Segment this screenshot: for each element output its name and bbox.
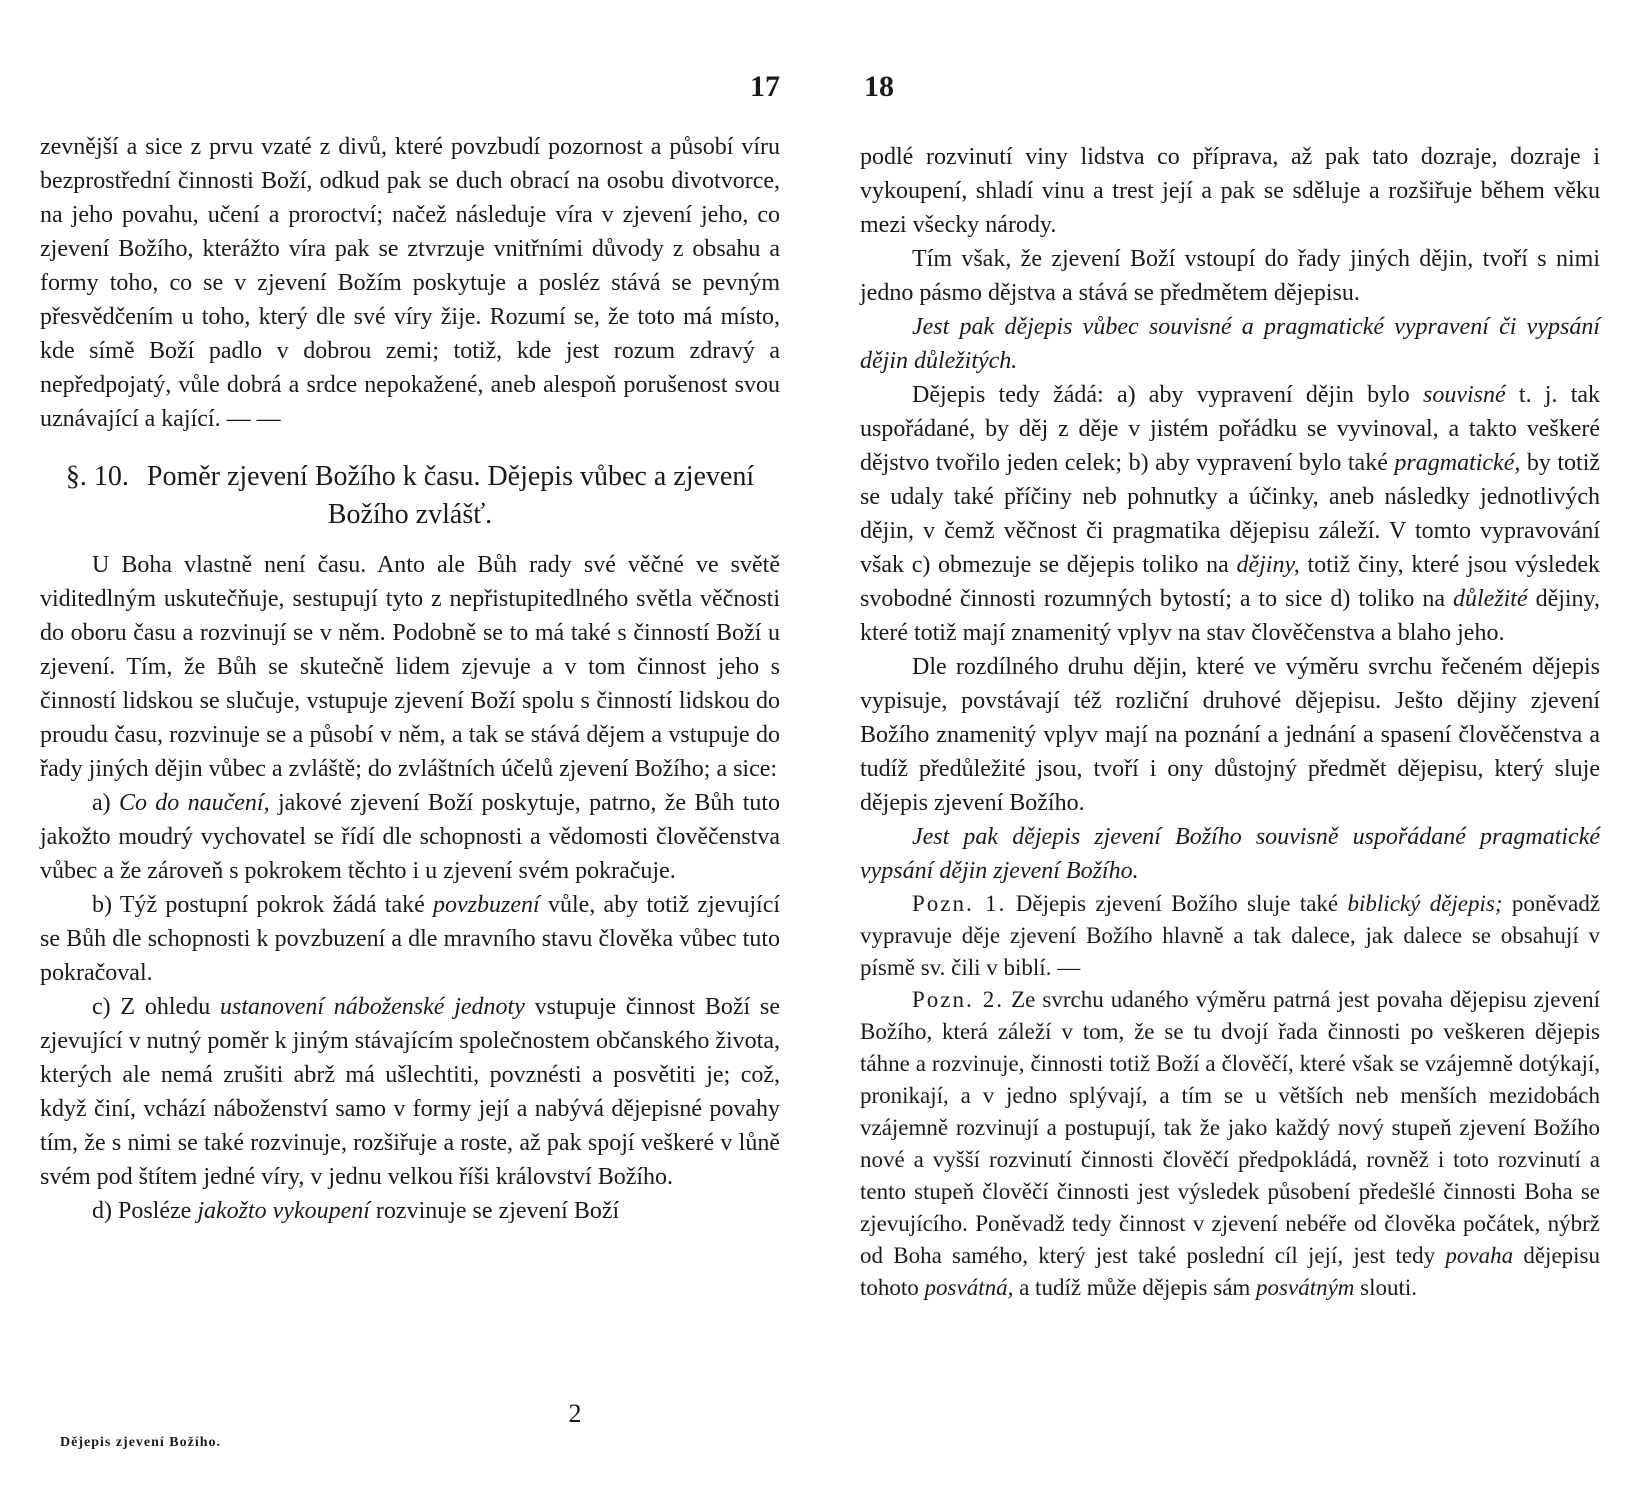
list-item-b [40, 888, 780, 990]
note-label: Pozn. 1. [912, 891, 1007, 916]
list-item-d [40, 1194, 780, 1228]
text-run: Ze svrchu udaného výměru patrná jest povaha dějepisu zjevení Božího, která záleží v tom, že se tu dvojí řada činnosti po veškeren dějepis táhne a rozvinuje, činnosti totiž Boží a člověčí, které však se vzájemně dotýkají, pronikají, a v jedno splývají, a tím se u větších neb menších mezidobách vzájemně rozvinují a postupují, tak že jako každý nový stupeň zjevení Božího nové a vyšší rozvinutí činnosti člověčí předpokládá, rovněž i toto rozvinutí a tento stupeň člověčí činnosti jest výsledek působení předešlé činnosti Boha se zjevujícího. Poněvadž tedy činnost v zjevení nebéře od člověka počátek, nýbrž od Boha samého, který jest také poslední cíl její, jest tedy [860, 987, 1601, 1268]
signature-mark: 2 [568, 1399, 582, 1428]
page-footer [40, 1395, 780, 1455]
emphasis: povaha [1445, 1243, 1514, 1268]
emphasis: biblický dějepis; [1347, 891, 1503, 916]
emphasis: důležité [1452, 586, 1528, 612]
paragraph-intro: U Boha vlastně není času. Anto ale Bůh rady své věčné ve světě viditedlným uskutečňuje, sestupují tyto z nepřistupitedlného světla věčnosti do oboru času a rozvinují se v něm. Podobně se to má také s činností Boží u zjevení. Tím, že Bůh se skutečně lidem zjevuje a v tom činnost jeho s činností lidskou se slučuje, vstupuje zjevení Boží spolu s činností lidskou do proudu času, rozvinuje se a působí v něm, a tak se stává dějem a vstupuje do řady jiných dějin vůbec a zvláště; do zvláštních účelů zjevení Božího; a sice: [40, 552, 780, 782]
left-page [40, 0, 780, 1500]
item-c-prefix: c) Z ohledu [92, 994, 211, 1020]
emphasis: dějiny, [1236, 552, 1300, 578]
note-1 [860, 888, 1600, 984]
text-run: dějepisu tohoto [860, 1243, 1600, 1300]
text-run: totiž činy, které jsou výsledek svobodné činnosti rozumných bytostí; a to sice d) toliko na [860, 552, 1601, 612]
list-item-c [40, 990, 780, 1194]
item-a-prefix: a) [92, 790, 111, 816]
definition: Jest pak dějepis vůbec souvisné a pragmatické vypravení či vypsání dějin důležitých. [860, 314, 1600, 374]
item-b-emphasis: povzbuzení [433, 892, 540, 918]
note-2 [860, 984, 1600, 1304]
item-b-prefix: b) Týž postupní pokrok žádá také [92, 892, 425, 918]
section-number: §. 10. [65, 461, 129, 492]
section-heading [40, 458, 780, 534]
item-b-text: vůle, aby totiž zjevující se Bůh dle schopnosti k povzbuzení a dle mravního stavu člověka vůbec tuto pokračoval. [40, 892, 781, 986]
running-footer: Dějepis zjevení Božího. [60, 1435, 222, 1450]
item-c-text: vstupuje činnost Boží se zjevující v nutný poměr k jiným stávajícím společnostem občanského života, kterých ale nemá zrušiti abrž má ušlechtiti, povznésti a posvětiti je; což, když činí, vchází náboženství samo v formy její a nabývá dějepisné povahy tím, že s nimi se také rozvinuje, rozšiřuje a roste, až pak spojí veškeré v lůně svém pod štítem jedné víry, v jednu velkou říši království Božího. [40, 994, 781, 1190]
text-run: t. j. tak uspořádané, by děj z děje v jistém pořádku se vyvinoval, a takto veškeré dějstvo tvořilo jeden celek; b) aby vypravení bylo také [860, 382, 1601, 476]
section-title: Poměr zjevení Božího k času. Dějepis vůbec a zjevení Božího zvlášť. [146, 461, 755, 530]
emphasis: posvátná, [924, 1275, 1014, 1300]
definition: Jest pak dějepis zjevení Božího souvisně uspořádané pragmatické vypsání dějin zjevení Božího. [860, 824, 1600, 884]
list-item-a [40, 786, 780, 888]
text-run: a tudíž může dějepis sám [1019, 1275, 1251, 1300]
item-d-text: rozvinuje se zjevení Boží [375, 1198, 620, 1224]
text-run: slouti. [1360, 1275, 1418, 1300]
page-number: 18 [864, 70, 894, 103]
right-text-column [860, 140, 1600, 1304]
text-run: Dějepis tedy žádá: a) aby vypravení dějin bylo [912, 382, 1410, 408]
paragraph-continuation: podlé rozvinutí viny lidstva co příprava, až pak tato dozraje, dozraje i vykoupení, shladí vinu a trest její a pak se sděluje a rozšiřuje během věku mezi všecky národy. [860, 144, 1600, 238]
emphasis: pragmatické, [1394, 450, 1521, 476]
paragraph-requirements [860, 378, 1600, 650]
emphasis: posvátným [1256, 1275, 1355, 1300]
left-text-column [40, 130, 780, 1228]
emphasis: souvisné [1423, 382, 1506, 408]
paragraph: Tím však, že zjevení Boží vstoupí do řady jiných dějin, tvoří s nimi jedno pásmo dějstva a stává se předmětem dějepisu. [860, 246, 1600, 306]
item-a-text: jakové zjevení Boží poskytuje, patrno, že Bůh tuto jakožto moudrý vychovatel se řídí dle schopnosti a vědomosti člověčenstva vůbec a že zároveň s pokrokem těchto i u zjevení svém pokračuje. [40, 790, 781, 884]
item-a-emphasis: Co do naučení, [118, 790, 270, 816]
text-run: by totiž se udaly také příčiny neb pohnutky a účinky, aneb následky jednotlivých dějin, v čemž věčnost či pragmatika dějepisu záleží. V tomto vypravování však c) obmezuje se dějepis toliko na [860, 450, 1601, 578]
text-run: dějiny, které totiž mají znamenitý vplyv na stav člověčenstva a blaho jeho. [860, 586, 1600, 646]
page-number: 17 [750, 70, 780, 103]
text-run: Dějepis zjevení Božího sluje také [1015, 891, 1339, 916]
text-run: poněvadž vypravuje děje zjevení Božího hlavně a tak dalece, jak dalece se obsahují v písmě sv. čili v biblí. — [860, 891, 1601, 980]
item-d-emphasis: jakožto vykoupení [197, 1198, 370, 1224]
item-d-prefix: d) Posléze [92, 1198, 192, 1224]
right-page [860, 0, 1600, 1500]
paragraph: Dle rozdílného druhu dějin, které ve výměru svrchu řečeném dějepis vypisuje, povstávají též rozliční druhové dějepisu. Ješto dějiny zjevení Božího znamenitý vplyv mají na poznání a jednání a spasení člověčenstva a tudíž předůležité jsou, tvoří i ony důstojný předmět dějepisu, který sluje dějepis zjevení Božího. [860, 654, 1600, 816]
note-label: Pozn. 2. [912, 987, 1005, 1012]
item-c-emphasis: ustanovení náboženské jednoty [220, 994, 525, 1020]
paragraph-continuation: zevnější a sice z prvu vzaté z divů, které povzbudí pozornost a působí víru bezprostřední činnosti Boží, odkud pak se duch obrací na osobu divotvorce, na jeho povahu, učení a proroctví; načež následuje víra v zjevení jeho, co zjevení Božího, kterážto víra pak se ztvrzuje vnitřními důvody z obsahu a formy toho, co se v zjevení Božím poskytuje a posléz stává se pevným přesvědčením u toho, který dle své víry žije. Rozumí se, že toto má místo, kde símě Boží padlo v dobrou zemi; totiž, kde jest rozum zdravý a nepředpojatý, vůle dobrá a srdce nepokažené, aneb alespoň porušenost svou uznávající a kající. — — [40, 134, 780, 432]
